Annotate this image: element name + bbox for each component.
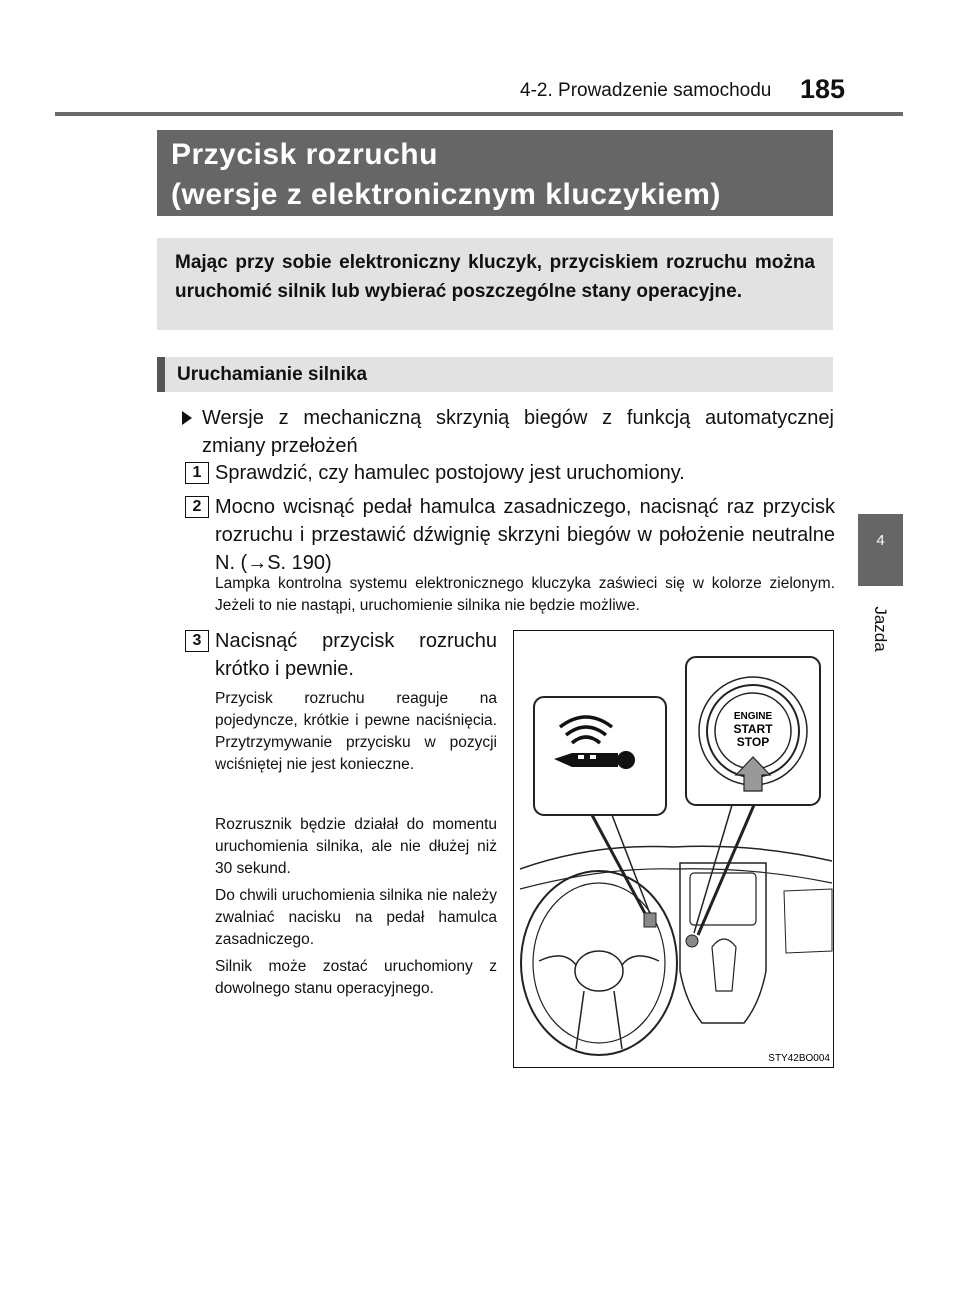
- figure-code: STY42BO004: [768, 1053, 830, 1064]
- intro-box: Mając przy sobie elektroniczny kluczyk, przyciskiem rozruchu można uruchomić silnik lub wybierać poszczególne stany operacyjne.: [157, 238, 833, 330]
- dashboard-illustration: [513, 630, 834, 1068]
- chapter-label-wrap: [866, 595, 896, 675]
- bullet-item: [182, 404, 834, 460]
- step-3-note-1: Przycisk rozruchu reaguje na pojedyncze, krótkie i pewne naciśnięcia. Przytrzymywanie przycisku w pozycji wciśniętej nie jest konieczne.: [215, 690, 497, 773]
- step-text-2: Mocno wcisnąć pedał hamulca zasadniczego, nacisnąć raz przycisk rozruchu i przestawić dźwignię skrzyni biegów w położenie neutralne N. (→S. 190): [215, 496, 835, 574]
- button-text-engine: ENGINE: [733, 711, 773, 722]
- bullet-arrow-icon: [182, 411, 192, 425]
- step-3-note-2: Rozrusznik będzie działał do momentu uruchomienia silnika, ale nie dłużej niż 30 sekund.: [215, 816, 497, 877]
- step-3-note-4: Silnik może zostać uruchomiony z dowolnego stanu operacyjnego.: [215, 958, 497, 997]
- button-text-start: START: [733, 722, 773, 736]
- bullet-text: Wersje z mechaniczną skrzynią biegów z funkcją automatycznej zmiany przełożeń: [202, 407, 834, 457]
- page-number: 185: [800, 74, 846, 104]
- page-title: [157, 130, 833, 216]
- chapter-tab: 4: [858, 514, 903, 586]
- title-line-1: Przycisk rozruchu: [171, 138, 438, 171]
- section-header: 4-2. Prowadzenie samochodu: [520, 80, 772, 101]
- step-3-note-3: Do chwili uruchomienia silnika nie należy zwalniać nacisku na pedał hamulca zasadniczego.: [215, 887, 497, 948]
- button-text-stop: STOP: [736, 735, 770, 749]
- step-number-3: 3: [185, 630, 209, 652]
- chapter-label: Jazda: [871, 606, 890, 652]
- step-2-note: Lampka kontrolna systemu elektronicznego kluczyka zaświeci się w kolorze zielonym. Jeżeli to nie nastąpi, uruchomienie silnika nie będzie możliwe.: [215, 575, 835, 614]
- step-text-1: Sprawdzić, czy hamulec postojowy jest uruchomiony.: [215, 462, 685, 484]
- title-line-2: (wersje z elektronicznym kluczykiem): [171, 178, 721, 211]
- dashboard-drawing: [514, 631, 835, 1069]
- step-number-1: 1: [185, 462, 209, 484]
- header-rule: [55, 112, 903, 116]
- subheading: Uruchamianie silnika: [157, 357, 833, 392]
- step-text-3: Nacisnąć przycisk rozruchu krótko i pewnie.: [215, 630, 497, 680]
- step-number-2: 2: [185, 496, 209, 518]
